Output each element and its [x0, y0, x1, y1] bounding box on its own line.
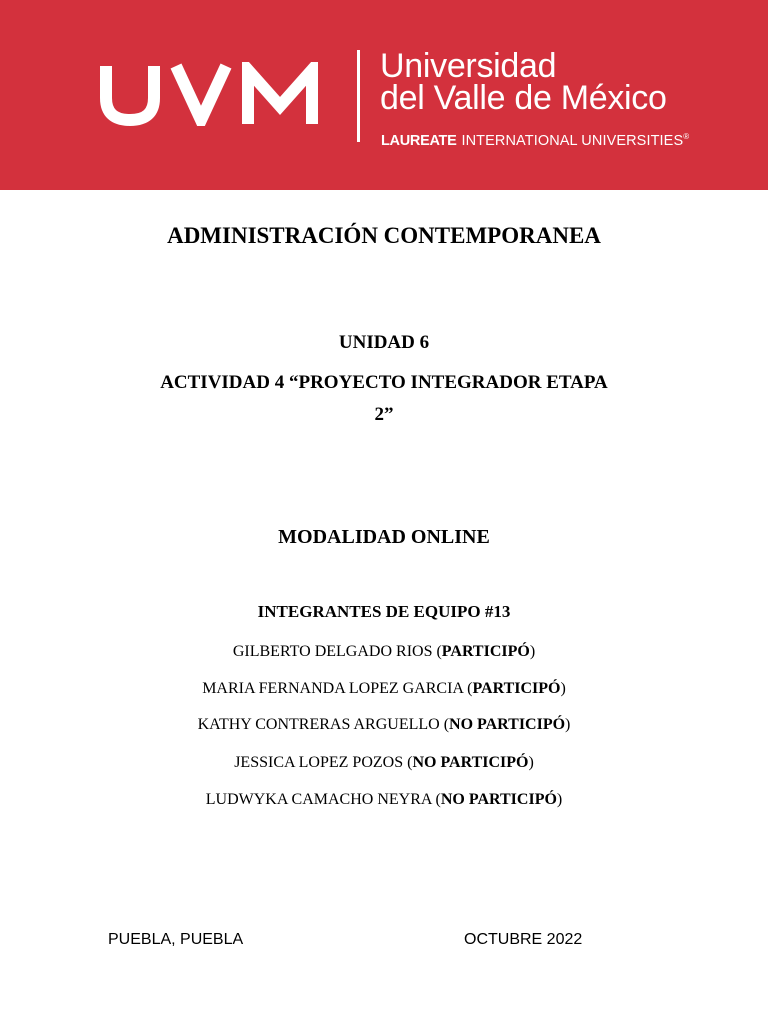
registered-mark: ® — [683, 132, 690, 141]
member-name: JESSICA LOPEZ POZOS — [234, 754, 404, 771]
team-member: MARIA FERNANDA LOPEZ GARCIA (PARTICIPÓ) — [202, 680, 566, 697]
activity-title-line1: ACTIVIDAD 4 “PROYECTO INTEGRADOR ETAPA — [160, 372, 608, 393]
participation-status: NO PARTICIPÓ — [449, 716, 566, 733]
university-name-line1: Universidad — [380, 47, 557, 85]
logo-divider — [357, 50, 360, 142]
participation-status: PARTICIPÓ — [441, 643, 530, 660]
laureate-network: INTERNATIONAL UNIVERSITIES — [461, 132, 684, 149]
member-name: KATHY CONTRERAS ARGUELLO — [197, 716, 440, 733]
team-member: JESSICA LOPEZ POZOS (NO PARTICIPÓ) — [234, 754, 534, 771]
member-name: LUDWYKA CAMACHO NEYRA — [205, 791, 432, 808]
participation-status: NO PARTICIPÓ — [440, 791, 557, 808]
header-banner — [0, 0, 768, 190]
member-name: MARIA FERNANDA LOPEZ GARCIA — [202, 680, 464, 697]
team-member: GILBERTO DELGADO RIOS (PARTICIPÓ) — [232, 643, 536, 660]
team-heading: INTEGRANTES DE EQUIPO #13 — [257, 602, 511, 621]
date-label: OCTUBRE 2022 — [464, 931, 583, 948]
uvm-logo — [100, 62, 332, 126]
team-member: LUDWYKA CAMACHO NEYRA (NO PARTICIPÓ) — [205, 791, 563, 808]
place-label: PUEBLA, PUEBLA — [108, 931, 244, 948]
university-name-line2: del Valle de México — [380, 79, 667, 117]
participation-status: NO PARTICIPÓ — [412, 754, 529, 771]
unit-label: UNIDAD 6 — [338, 332, 430, 353]
activity-title-line2: 2” — [374, 404, 394, 425]
laureate-brand: LAUREATE — [381, 132, 457, 149]
course-title: ADMINISTRACIÓN CONTEMPORANEA — [167, 223, 601, 248]
laureate-tagline — [381, 128, 689, 150]
member-name: GILBERTO DELGADO RIOS — [232, 643, 433, 660]
participation-status: PARTICIPÓ — [472, 680, 561, 697]
modality-label: MODALIDAD ONLINE — [278, 526, 490, 548]
team-member: KATHY CONTRERAS ARGUELLO (NO PARTICIPÓ) — [197, 716, 571, 733]
